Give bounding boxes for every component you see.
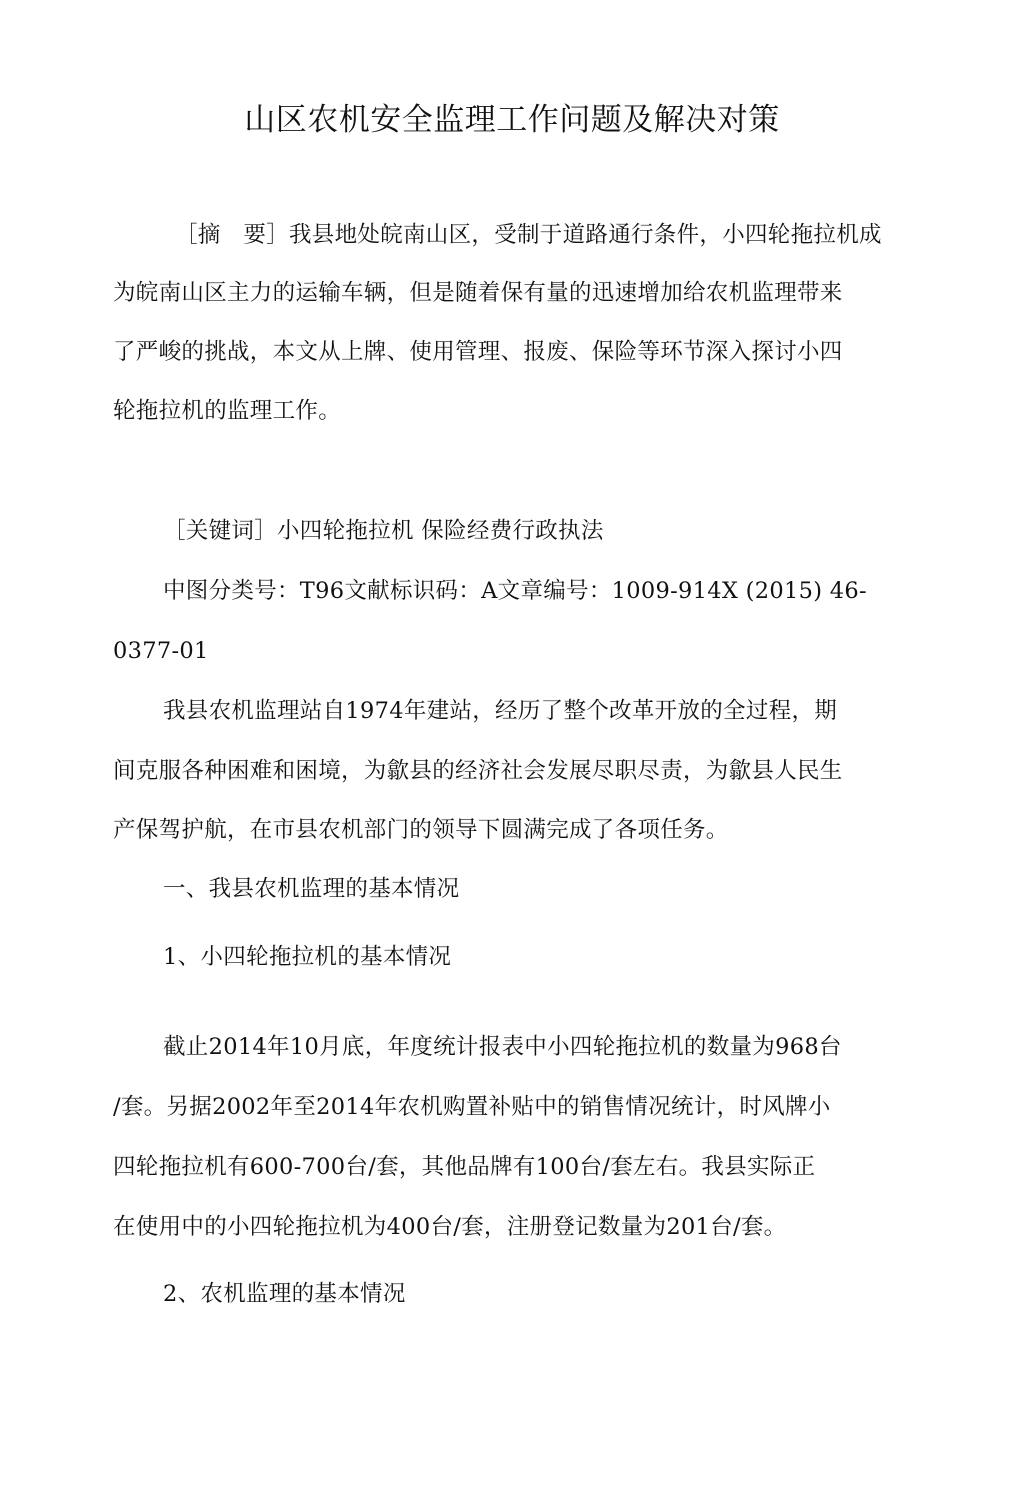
paragraph-line-2: /套。另据2002年至2014年农机购置补贴中的销售情况统计，时风牌小	[113, 1094, 831, 1120]
document-title: 山区农机安全监理工作问题及解决对策	[244, 102, 780, 138]
abstract-line-3: 了严峻的挑战，本文从上牌、使用管理、报废、保险等环节深入探讨小四	[113, 339, 843, 365]
keywords-line: ［关键词］小四轮拖拉机 保险经费行政执法	[163, 518, 604, 544]
subsection-heading-2: 2、农机监理的基本情况	[163, 1281, 406, 1307]
subsection-heading-1: 1、小四轮拖拉机的基本情况	[163, 944, 452, 970]
abstract-line-2: 为皖南山区主力的运输车辆，但是随着保有量的迅速增加给农机监理带来	[113, 280, 843, 306]
intro-line-3: 产保驾护航，在市县农机部门的领导下圆满完成了各项任务。	[113, 817, 729, 843]
classification-line-2: 0377-01	[113, 638, 209, 664]
abstract-line-4: 轮拖拉机的监理工作。	[113, 398, 342, 424]
paragraph-line-1: 截止2014年10月底，年度统计报表中小四轮拖拉机的数量为968台	[163, 1034, 842, 1060]
paragraph-line-3: 四轮拖拉机有600-700台/套，其他品牌有100台/套左右。我县实际正	[113, 1154, 816, 1180]
section-heading-1: 一、我县农机监理的基本情况	[163, 876, 460, 902]
paragraph-line-4: 在使用中的小四轮拖拉机为400台/套，注册登记数量为201台/套。	[113, 1214, 787, 1240]
intro-line-1: 我县农机监理站自1974年建站，经历了整个改革开放的全过程，期	[163, 698, 838, 724]
intro-line-2: 间克服各种困难和困境，为歙县的经济社会发展尽职尽责，为歙县人民生	[113, 758, 843, 784]
abstract-line-1: ［摘 要］我县地处皖南山区，受制于道路通行条件，小四轮拖拉机成	[175, 222, 882, 248]
classification-line-1: 中图分类号：T96文献标识码：A文章编号：1009-914X (2015) 46-	[163, 578, 867, 604]
